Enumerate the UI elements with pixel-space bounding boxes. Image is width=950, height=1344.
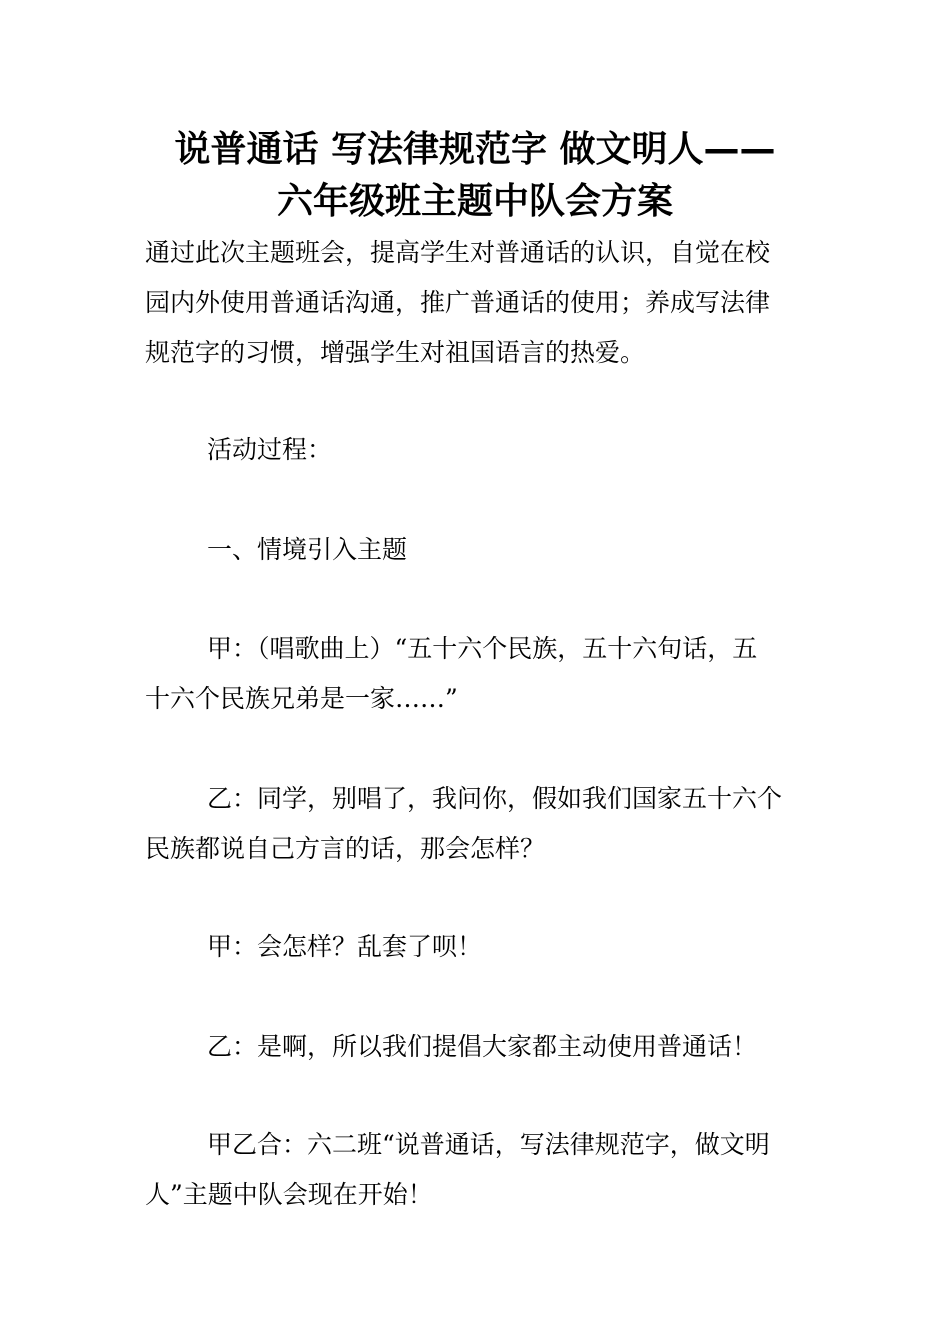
dialog-paragraph-1 (145, 624, 807, 724)
dialog-1-line-2: 十六个民族兄弟是一家……” (145, 684, 458, 713)
dialog-5-line-1: 甲乙合：六二班“说普通话，写法律规范字，做文明 (207, 1130, 770, 1159)
dialog-5-line-2: 人”主题中队会现在开始！ (145, 1180, 433, 1209)
dialog-2-line-1: 乙：同学，别唱了，我问你，假如我们国家五十六个 (207, 784, 783, 813)
dialog-paragraph-4 (145, 1022, 807, 1072)
section-1-heading (145, 525, 807, 575)
process-heading-text: 活动过程： (207, 435, 333, 464)
dialog-paragraph-3 (145, 922, 807, 972)
intro-paragraph (145, 228, 807, 378)
intro-line-1: 通过此次主题班会，提高学生对普通话的认识，自觉在校 (145, 238, 771, 267)
dialog-paragraph-5 (145, 1120, 807, 1220)
dialog-3-text: 甲：会怎样？乱套了呗！ (207, 932, 483, 961)
dialog-1-line-1: 甲：（唱歌曲上）“五十六个民族，五十六句话，五 (207, 634, 758, 663)
process-heading (145, 425, 807, 475)
intro-line-3: 规范字的习惯，增强学生对祖国语言的热爱。 (145, 338, 646, 367)
section-1-heading-text: 一、情境引入主题 (207, 535, 408, 564)
intro-line-2: 园内外使用普通话沟通，推广普通话的使用；养成写法律 (145, 288, 771, 317)
document-title-line-1: 说普通话 写法律规范字 做文明人—— (174, 129, 776, 170)
document-title-line-2: 六年级班主题中队会方案 (276, 181, 673, 222)
dialog-4-text: 乙：是啊，所以我们提倡大家都主动使用普通话！ (207, 1032, 758, 1061)
dialog-paragraph-2 (145, 774, 807, 874)
dialog-2-line-2: 民族都说自己方言的话，那会怎样？ (145, 834, 546, 863)
